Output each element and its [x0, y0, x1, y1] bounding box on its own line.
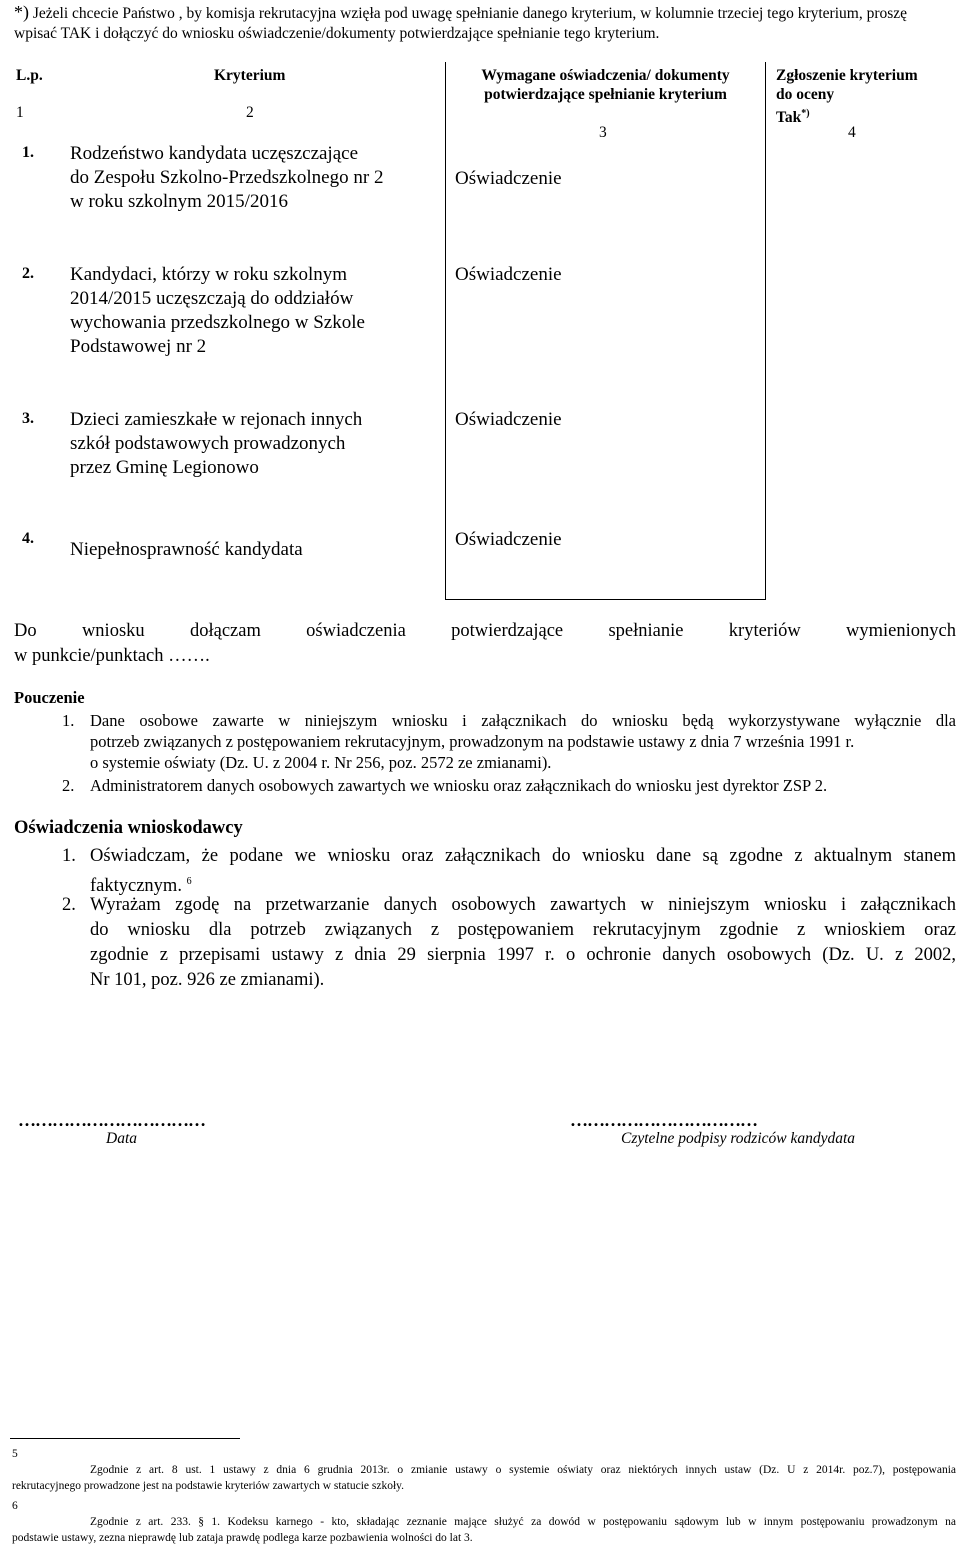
col-number-2: 2: [246, 104, 254, 121]
row-4-line-1: Niepełnosprawność kandydata: [70, 539, 303, 560]
pouczenie-item-2-num: 2.: [62, 776, 75, 795]
row-3-kryterium: [70, 408, 362, 480]
header-zgloszenie: [776, 66, 918, 127]
row-2-line-4: Podstawowej nr 2: [70, 336, 207, 357]
pouczenie-title: Pouczenie: [14, 688, 85, 707]
row-4-dokument: Oświadczenie: [455, 529, 562, 550]
oswiadczenia-item-2-line-3: zgodnie z przepisami ustawy z dnia 29 sierpnia 1997 r. o ochronie danych osobowych (Dz. U. z 2002,: [90, 945, 956, 965]
table-divider-col2: [445, 62, 446, 600]
header-wymagane-line2: potwierdzające spełnianie kryterium: [484, 86, 727, 103]
row-2-lp: 2.: [22, 265, 34, 282]
top-note: [14, 2, 946, 44]
pouczenie-item-1-line-1: Dane osobowe zawarte w niniejszym wniosku i załącznikach do wniosku będą wykorzystywane wyłącznie dla: [90, 711, 956, 730]
row-2-line-1: Kandydaci, którzy w roku szkolnym: [70, 264, 348, 285]
header-zgloszenie-line2: do oceny: [776, 86, 835, 103]
header-kryterium: Kryterium: [214, 67, 286, 84]
oswiadczenia-item-2-num: 2.: [62, 895, 76, 915]
header-zgloszenie-line1: Zgłoszenie kryterium: [776, 67, 918, 84]
row-1-line-2: do Zespołu Szkolno-Przedszkolnego nr 2: [70, 167, 384, 188]
col-number-3: 3: [599, 124, 607, 141]
footnote-5-line-2: rekrutacyjnego prowadzone jest na podstawie kryteriów zawartych w statucie szkoły.: [12, 1480, 405, 1492]
footnote-ref-6: 6: [186, 876, 192, 887]
oswiadczenia-item-1-num: 1.: [62, 846, 76, 866]
pouczenie-item-2: Administratorem danych osobowych zawartych we wniosku oraz załącznikach do wniosku jest dyrektor ZSP 2.: [90, 776, 828, 795]
row-1-dokument: Oświadczenie: [455, 168, 562, 189]
footnote-5-line-1: Zgodnie z art. 8 ust. 1 ustawy z dnia 6 grudnia 2013r. o zmianie ustawy o systemie oświaty oraz niektórych innych ustaw (Dz. U z 2014r. poz.7), postępowania: [90, 1464, 956, 1476]
row-3-line-3: przez Gminę Legionowo: [70, 457, 259, 478]
table-divider-col3: [765, 62, 766, 600]
attach-line-2: w punkcie/punktach …….: [14, 646, 210, 666]
row-1-line-3: w roku szkolnym 2015/2016: [70, 191, 288, 212]
top-note-marker: *): [14, 2, 29, 22]
row-1-line-1: Rodzeństwo kandydata uczęszczające: [70, 143, 359, 164]
pouczenie-item-1-line-3: o systemie oświaty (Dz. U. z 2004 r. Nr 256, poz. 2572 ze zmianami).: [90, 753, 552, 772]
row-2-line-3: wychowania przedszkolnego w Szkole: [70, 312, 365, 333]
footnote-separator: [10, 1438, 240, 1439]
footnote-6-line-2: podstawie ustawy, zezna nieprawdę lub zataja prawdę podlega karze pozbawienia wolności do lat 3.: [12, 1532, 473, 1544]
oswiadczenia-item-2-line-2: do wniosku dla potrzeb związanych z postępowaniem rekrutacyjnym zgodnie z wnioskiem oraz: [90, 920, 956, 940]
row-4-kryterium: [70, 538, 303, 562]
pouczenie-item-1-num: 1.: [62, 711, 75, 730]
footnote-5-num: 5: [12, 1448, 18, 1460]
oswiadczenia-item-2-line-1: Wyrażam zgodę na przetwarzanie danych osobowych zawartych w niniejszym wniosku i załącznikach: [90, 895, 956, 915]
row-1-lp: 1.: [22, 144, 34, 161]
oswiadczenia-item-2-line-4: Nr 101, poz. 926 ze zmianami).: [90, 970, 325, 990]
pouczenie-item-1: [90, 710, 956, 773]
row-3-line-1: Dzieci zamieszkałe w rejonach innych: [70, 409, 363, 430]
row-2-line-2: 2014/2015 uczęszczają do oddziałów: [70, 288, 354, 309]
oswiadczenia-item-1: [90, 844, 956, 899]
row-3-line-2: szkół podstawowych prowadzonych: [70, 433, 346, 454]
col-number-4: 4: [848, 124, 856, 141]
pouczenie-item-1-line-2: potrzeb związanych z postępowaniem rekrutacyjnym, prowadzonym na podstawie ustawy z dnia 7 września 1991 r.: [90, 732, 855, 751]
col-number-1: 1: [16, 104, 24, 121]
attach-line-1: Do wniosku dołączam oświadczenia potwierdzające spełnianie kryteriów wymienionych: [14, 621, 956, 641]
oswiadczenia-faktycznym: faktycznym.: [90, 876, 182, 897]
row-2-kryterium: [70, 263, 365, 359]
row-2-dokument: Oświadczenie: [455, 264, 562, 285]
row-1-kryterium: [70, 142, 383, 214]
header-tak-sup: *): [801, 108, 810, 119]
signature-dots-date: ……………………………: [18, 1110, 205, 1130]
header-lp: L.p.: [16, 67, 43, 84]
signature-label-date: Data: [106, 1130, 137, 1147]
oswiadczenia-item-2: [90, 893, 956, 993]
oswiadczenia-item-1-line-1: Oświadczam, że podane we wniosku oraz załącznikach do wniosku dane są zgodne z aktualnym stanem: [90, 846, 956, 866]
row-3-dokument: Oświadczenie: [455, 409, 562, 430]
table-bottom-line: [445, 599, 766, 600]
top-note-text: Jeżeli chcecie Państwo , by komisja rekrutacyjna wzięła pod uwagę spełnianie danego kryterium, w kolumnie trzeciej tego kryterium, proszę wpisać TAK i dołączyć do wniosku oświadczenie/dokumenty potwierdzające spełnianie tego kryterium.: [14, 5, 908, 42]
signature-label-parents: Czytelne podpisy rodziców kandydata: [621, 1130, 856, 1147]
footnote-6-line-1: Zgodnie z art. 233. § 1. Kodeksu karnego - kto, składając zeznanie mające służyć za dowód w postępowaniu sądowym lub w innym postępowaniu prowadzonym na: [90, 1516, 956, 1528]
header-wymagane: [445, 66, 766, 104]
footnote-6-num: 6: [12, 1500, 18, 1512]
signature-dots-parents: ……………………………: [570, 1110, 757, 1130]
row-4-lp: 4.: [22, 530, 34, 547]
oswiadczenia-title: Oświadczenia wnioskodawcy: [14, 818, 243, 838]
header-wymagane-line1: Wymagane oświadczenia/ dokumenty: [481, 67, 730, 84]
row-3-lp: 3.: [22, 410, 34, 427]
header-tak: Tak: [776, 109, 802, 127]
header-zgloszenie-line3: [776, 104, 918, 127]
